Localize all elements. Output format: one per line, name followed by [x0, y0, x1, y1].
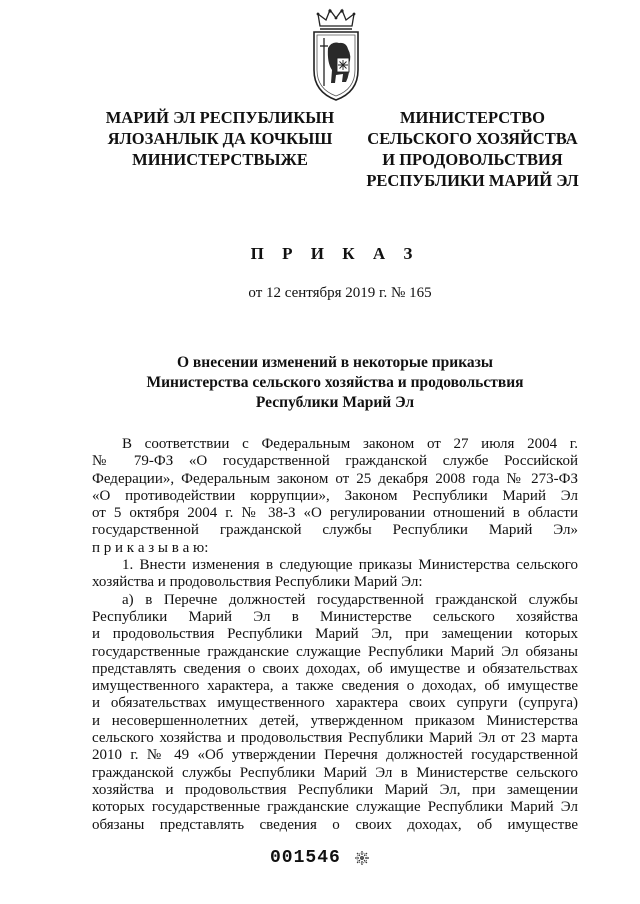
order-date-number: от 12 сентября 2019 г. № 165	[248, 285, 432, 301]
body-p3-line-8: и несовершеннолетних детей, утвержденном приказом Министерства	[92, 712, 578, 729]
subject-line-2: Министерства сельского хозяйства и продовольствия	[146, 374, 524, 391]
coat-of-arms-icon	[306, 8, 366, 102]
body-p3-line-9: сельского хозяйства и продовольствия Республики Марий Эл от 23 марта	[92, 730, 578, 747]
body-p1-line-2: № 79-ФЗ «О государственной гражданской службе Российской	[92, 453, 578, 470]
body-p3-line-1: а) в Перечне должностей государственной гражданской службы	[122, 591, 578, 608]
header-left-mari	[100, 107, 340, 170]
body-p1-line-1: В соответствии с Федеральным законом от 27 июля 2004 г.	[122, 436, 578, 452]
body-p3-line-13: которых государственные гражданские служащие Республики Марий Эл	[92, 799, 578, 816]
body-p3-line-4: государственные гражданские служащие Республики Марий Эл обязаны	[92, 643, 578, 660]
body-p3-line-7: и обязательствах имущественного характера своих супруги (супруга)	[92, 695, 578, 712]
asterisk-stamp-icon	[354, 850, 370, 866]
body-p3-line-14: обязаны представлять сведения о своих доходах, об имуществе	[92, 816, 578, 833]
body-p2-line-2: хозяйства и продовольствия Республики Марий Эл:	[92, 574, 423, 591]
order-subject	[100, 353, 570, 413]
body-p1-line-4: «О противодействии коррупции», Законом Республики Марий Эл	[92, 487, 578, 504]
header-right-line-1: МИНИСТЕРСТВО	[399, 108, 546, 127]
document-body	[92, 436, 578, 834]
header-left-line-3: МИНИСТЕРСТВЫЖЕ	[132, 150, 308, 169]
body-p1-line-3: Федерации», Федеральным законом от 25 декабря 2008 года № 273-ФЗ	[92, 470, 578, 487]
body-p1-line-5: от 5 октября 2004 г. № 38-З «О регулировании отношений в области	[92, 505, 578, 522]
header-right-line-4: РЕСПУБЛИКИ МАРИЙ ЭЛ	[366, 171, 579, 190]
stamp-number: 001546	[270, 848, 341, 868]
body-p3-line-3: и продовольствия Республики Марий Эл, при замещении которых	[92, 626, 578, 643]
body-p3-line-2: Республики Марий Эл в Министерстве сельского хозяйства	[92, 608, 578, 625]
body-order-word: п р и к а з ы в а ю:	[92, 539, 209, 556]
body-p1-line-6: государственной гражданской службы Республики Марий Эл»	[92, 522, 578, 539]
body-p3-line-11: гражданской службы Республики Марий Эл в Министерстве сельского	[92, 764, 578, 781]
header-right-line-3: И ПРОДОВОЛЬСТВИЯ	[382, 150, 563, 169]
body-p3-line-10: 2010 г. № 49 «Об утверждении Перечня должностей государственной	[92, 747, 578, 764]
header-left-line-1: МАРИЙ ЭЛ РЕСПУБЛИКЫН	[105, 108, 335, 127]
header-left-line-2: ЯЛОЗАНЛЫК ДА КОЧКЫШ	[107, 129, 333, 148]
body-p2-line-1: 1. Внести изменения в следующие приказы Министерства сельского	[122, 557, 578, 574]
subject-line-1: О внесении изменений в некоторые приказы	[177, 354, 493, 371]
body-p3-line-6: имущественного характера, а также сведения о доходах, об имуществе	[92, 678, 578, 695]
body-p3-line-5: представлять сведения о своих доходах, об имуществе и обязательствах	[92, 660, 578, 677]
header-right-line-2: СЕЛЬСКОГО ХОЗЯЙСТВА	[367, 129, 578, 148]
header-right-russian	[360, 107, 585, 191]
subject-line-3: Республики Марий Эл	[255, 394, 415, 411]
body-p3-line-12: хозяйства и продовольствия Республики Марий Эл, при замещении	[92, 781, 578, 798]
document-title: П Р И К А З	[250, 244, 420, 263]
